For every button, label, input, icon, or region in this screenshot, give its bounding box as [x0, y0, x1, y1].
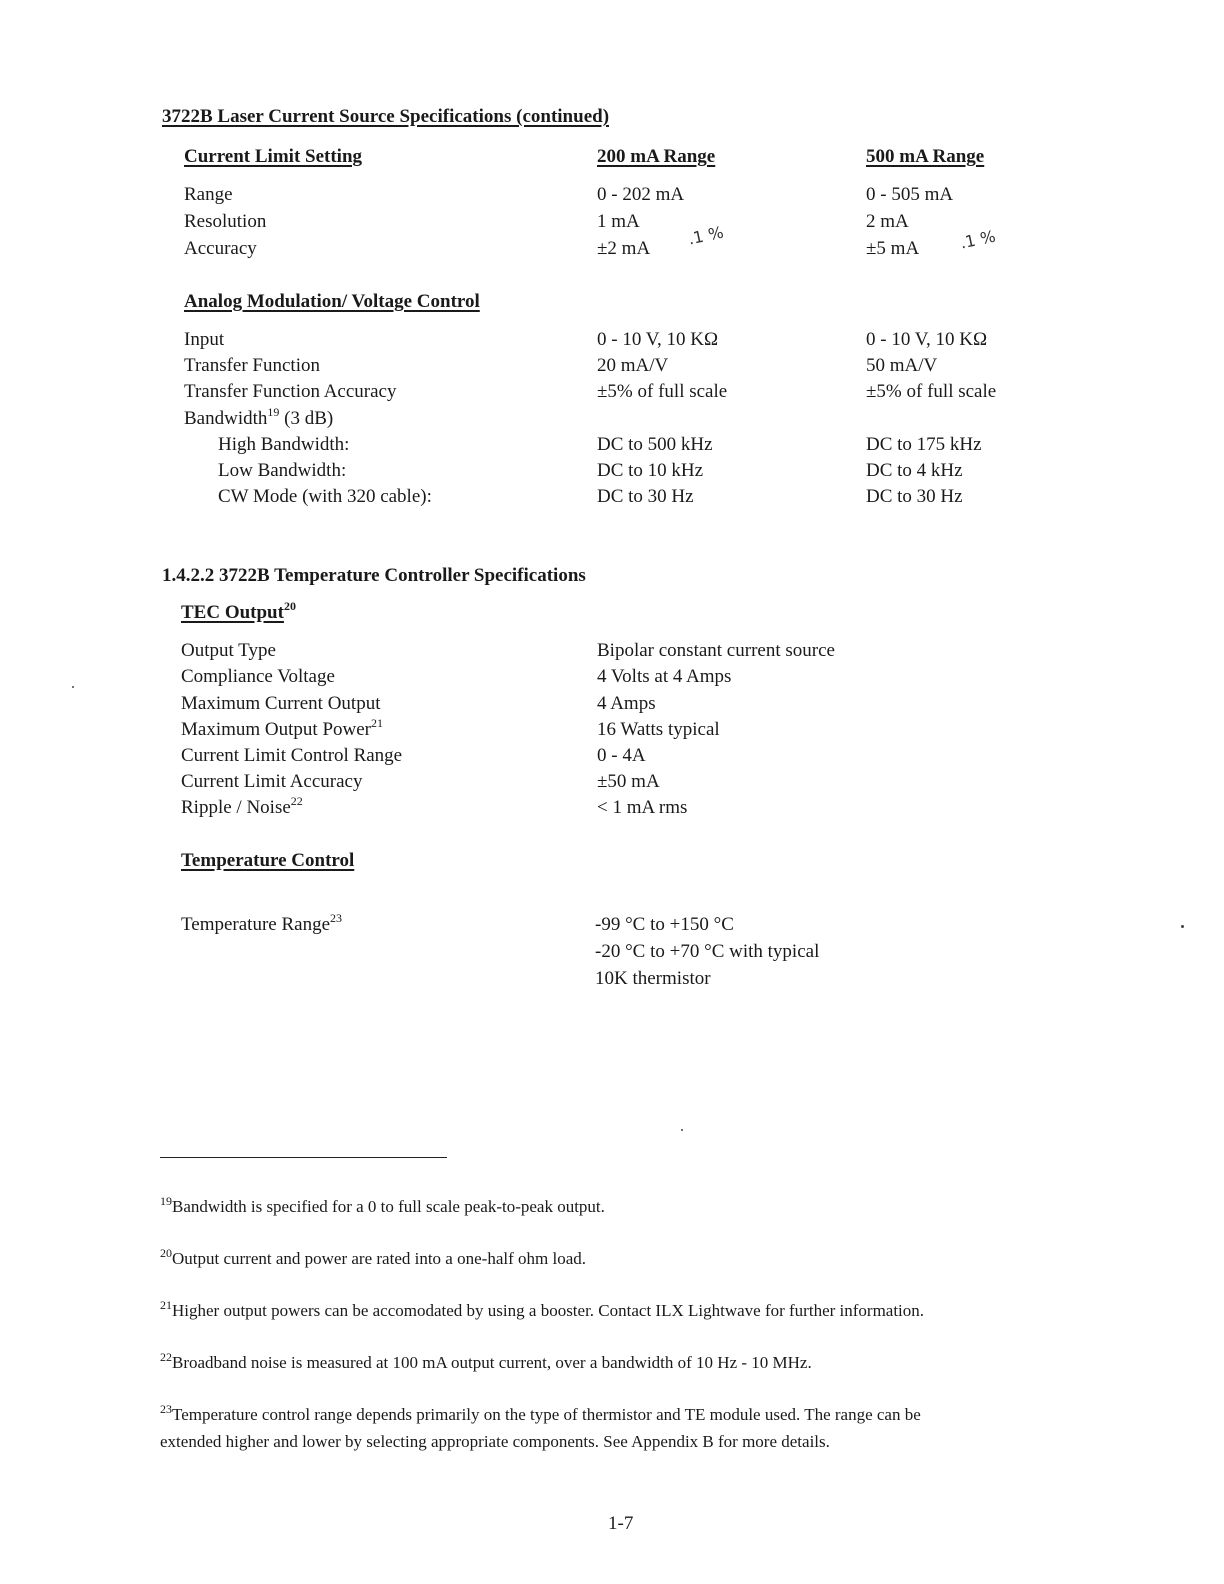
footnote-ref: 22 — [290, 794, 303, 808]
row-value: < 1 mA rms — [597, 797, 688, 818]
row-label: Ripple / Noise$^{22}$ — [181, 794, 303, 818]
footnote-ref: 21 — [371, 716, 383, 730]
row-label: Output Type — [181, 640, 276, 661]
row-value: DC to 4 kHz — [866, 460, 963, 481]
temperature-control-heading: Temperature Control — [181, 850, 355, 871]
row-value: -20 °C to +70 °C with typical — [595, 941, 820, 962]
row-label: Accuracy — [184, 238, 257, 259]
row-value: DC to 10 kHz — [597, 460, 704, 481]
row-value: 10K thermistor — [595, 968, 711, 989]
analog-heading: Analog Modulation/ Voltage Control — [184, 291, 480, 312]
page-number: 1-7 — [608, 1513, 634, 1534]
row-label: Compliance Voltage — [181, 666, 335, 687]
page-heading: 3722B Laser Current Source Specifications (continued) — [162, 106, 610, 127]
footnote-ref: 19 — [267, 405, 280, 419]
row-label: Resolution — [184, 211, 267, 232]
row-value: 0 - 202 mA — [597, 184, 685, 205]
row-value: ±50 mA — [597, 771, 660, 792]
row-label: Input — [184, 329, 225, 350]
row-label: High Bandwidth: — [218, 434, 350, 455]
handwritten-note: .1 % — [686, 222, 726, 249]
row-label: Maximum Current Output — [181, 693, 381, 714]
row-value: ±5% of full scale — [597, 381, 728, 402]
scan-speck — [72, 686, 74, 688]
row-value: 0 - 505 mA — [866, 184, 954, 205]
scan-speck — [1181, 925, 1184, 928]
footnote: $^{20}$Output current and power are rated into a one-half ohm load. — [160, 1246, 586, 1268]
row-label: Maximum Output Power$^{21}$ — [181, 716, 383, 740]
footnote: $^{23}$Temperature control range depends primarily on the type of thermistor and TE module used. The range can be — [160, 1402, 921, 1424]
footnote-continuation: extended higher and lower by selecting appropriate components. See Appendix B for more details. — [160, 1432, 830, 1451]
row-value: DC to 30 Hz — [597, 486, 694, 507]
current-limit-heading: Current Limit Setting — [184, 146, 363, 167]
row-value: 16 Watts typical — [597, 719, 720, 740]
row-value: 4 Volts at 4 Amps — [597, 666, 732, 687]
row-value: ±2 mA — [597, 238, 651, 259]
row-value: 20 mA/V — [597, 355, 669, 376]
row-label: Current Limit Accuracy — [181, 771, 363, 792]
footnote-ref: 23 — [330, 911, 343, 925]
row-label: CW Mode (with 320 cable): — [218, 486, 432, 507]
footnote-divider — [160, 1157, 447, 1158]
row-label: Range — [184, 184, 233, 205]
row-value: -99 °C to +150 °C — [595, 914, 734, 935]
row-value: 50 mA/V — [866, 355, 938, 376]
col-200ma-heading: 200 mA Range — [597, 146, 716, 167]
row-value: ±5% of full scale — [866, 381, 997, 402]
row-value: 1 mA — [597, 211, 640, 232]
row-value: 2 mA — [866, 211, 909, 232]
row-value: 0 - 10 V, 10 KΩ — [866, 329, 988, 350]
row-label: Temperature Range$^{23}$ — [181, 911, 343, 935]
row-value: 0 - 10 V, 10 KΩ — [597, 329, 719, 350]
scan-speck — [681, 1129, 683, 1131]
row-value: DC to 30 Hz — [866, 486, 963, 507]
section-heading: 1.4.2.2 3722B Temperature Controller Specifications — [162, 565, 586, 586]
footnote-ref: 20 — [283, 599, 296, 613]
footnote: $^{19}$Bandwidth is specified for a 0 to full scale peak-to-peak output. — [160, 1194, 605, 1216]
row-value: DC to 175 kHz — [866, 434, 982, 455]
row-value: ±5 mA — [866, 238, 920, 259]
bandwidth-label: Bandwidth$^{19}$ (3 dB) — [184, 405, 334, 429]
row-value: Bipolar constant current source — [597, 640, 835, 661]
footnote: $^{22}$Broadband noise is measured at 100 mA output current, over a bandwidth of 10 Hz - 10 MHz. — [160, 1350, 812, 1372]
handwritten-note: .1 % — [958, 226, 998, 253]
row-label: Low Bandwidth: — [218, 460, 347, 481]
row-value: DC to 500 kHz — [597, 434, 713, 455]
row-label: Current Limit Control Range — [181, 745, 403, 766]
footnote: $^{21}$Higher output powers can be accomodated by using a booster. Contact ILX Lightwave for further information. — [160, 1298, 925, 1320]
row-value: 4 Amps — [597, 693, 656, 714]
col-500ma-heading: 500 mA Range — [866, 146, 985, 167]
row-label: Transfer Function Accuracy — [184, 381, 397, 402]
tec-output-heading: TEC Output$^{20}$ — [181, 599, 296, 623]
row-label: Transfer Function — [184, 355, 320, 376]
row-value: 0 - 4A — [597, 745, 646, 766]
